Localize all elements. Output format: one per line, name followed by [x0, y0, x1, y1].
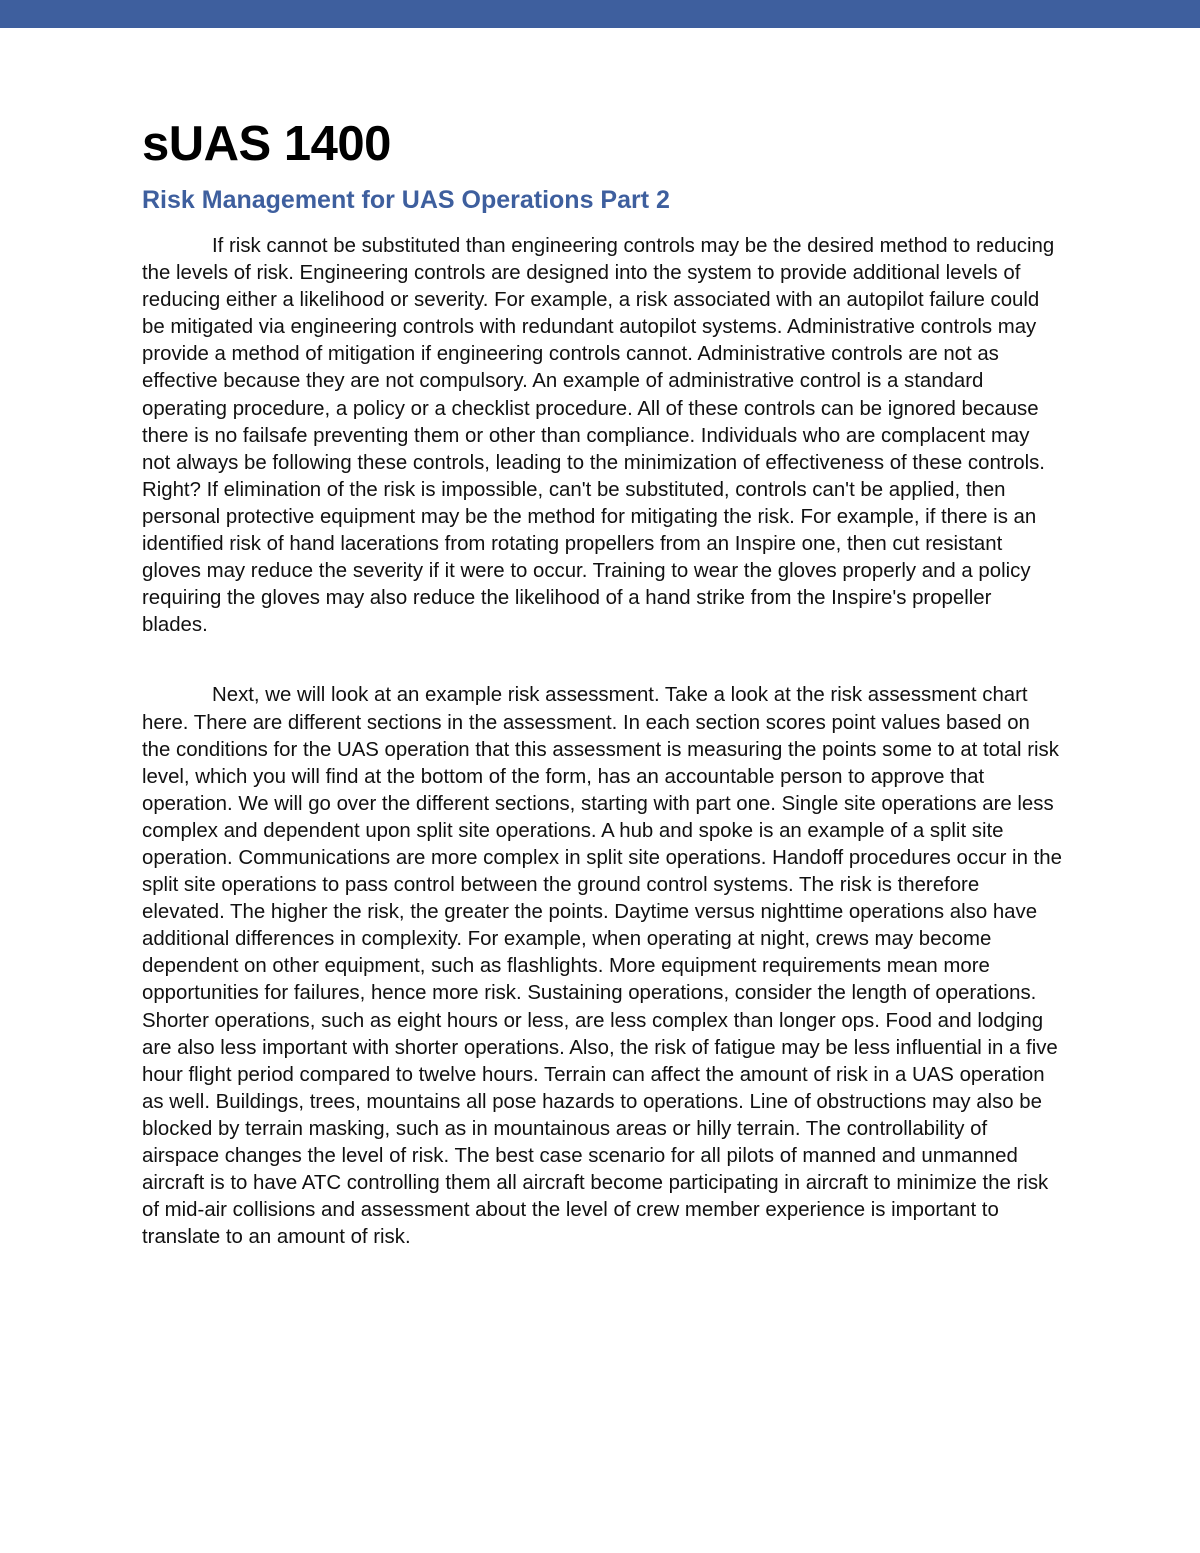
document-title: sUAS 1400	[142, 117, 391, 171]
paragraph-risk-assessment: Next, we will look at an example risk assessment. Take a look at the risk assessment chart here. There are different sections in the assessment. In each section scores point values based on the conditions for the UAS operation that this assessment is measuring the points some to at total risk level, which you will find at the bottom of the form, has an accountable person to approve that operation. We will go over the different sections, starting with part one. Single site operations are less complex and dependent upon split site operations. A hub and spoke is an example of a split site operation. Communications are more complex in split site operations. Handoff procedures occur in the split site operations to pass control between the ground control systems. The risk is therefore elevated. The higher the risk, the greater the points. Daytime versus nighttime operations also have additional differences in complexity. For example, when operating at night, crews may become dependent on other equipment, such as flashlights. More equipment requirements mean more opportunities for failures, hence more risk. Sustaining operations, consider the length of operations. Shorter operations, such as eight hours or less, are less complex than longer ops. Food and lodging are also less important with shorter operations. Also, the risk of fatigue may be less influential in a five hour flight period compared to twelve hours. Terrain can affect the amount of risk in a UAS operation as well. Buildings, trees, mountains all pose hazards to operations. Line of obstructions may also be blocked by terrain masking, such as in mountainous areas or hilly terrain. The controllability of airspace changes the level of risk. The best case scenario for all pilots of manned and unmanned aircraft is to have ATC controlling them all aircraft become participating in aircraft to minimize the risk of mid-air collisions and assessment about the level of crew member experience is important to translate to an amount of risk.	[142, 684, 1062, 1249]
document-subtitle: Risk Management for UAS Operations Part 2	[142, 186, 670, 214]
paragraph-controls: If risk cannot be substituted than engineering controls may be the desired method to reducing the levels of risk. Engineering controls are designed into the system to provide additional levels of reducing either a likelihood or severity. For example, a risk associated with an autopilot failure could be mitigated via engineering controls with redundant autopilot systems. Administrative controls may provide a method of mitigation if engineering controls cannot. Administrative controls are not as effective because they are not compulsory. An example of administrative control is a standard operating procedure, a policy or a checklist procedure. All of these controls can be ignored because there is no failsafe preventing them or other than compliance. Individuals who are complacent may not always be following these controls, leading to the minimization of effectiveness of these controls. Right? If elimination of the risk is impossible, can't be substituted, controls can't be applied, then personal protective equipment may be the method for mitigating the risk. For example, if there is an identified risk of hand lacerations from rotating propellers from an Inspire one, then cut resistant gloves may reduce the severity if it were to occur. Training to wear the gloves properly and a policy requiring the gloves may also reduce the likelihood of a hand strike from the Inspire's propeller blades.	[142, 235, 1055, 637]
document-body	[142, 112, 1062, 1251]
header-accent-bar	[0, 0, 1200, 28]
